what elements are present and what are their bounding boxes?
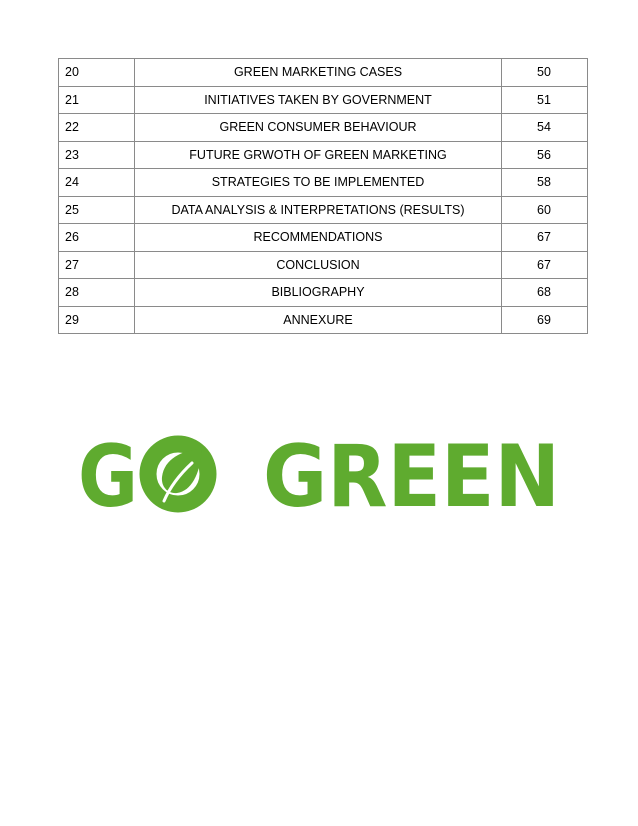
table-row: [59, 279, 588, 307]
chapter-title: CONCLUSION: [135, 251, 502, 279]
go-green-logo-graphic: [78, 435, 562, 513]
go-green-logo: [78, 435, 562, 513]
page-number: 69: [502, 306, 588, 334]
table-row: [59, 196, 588, 224]
chapter-title: STRATEGIES TO BE IMPLEMENTED: [135, 169, 502, 197]
page-number: 68: [502, 279, 588, 307]
table-row: [59, 114, 588, 142]
page-number: 58: [502, 169, 588, 197]
table-row: [59, 141, 588, 169]
page-number: 67: [502, 251, 588, 279]
chapter-number: 23: [59, 141, 135, 169]
page-number: 51: [502, 86, 588, 114]
chapter-number: 20: [59, 59, 135, 87]
page-number: 54: [502, 114, 588, 142]
chapter-number: 25: [59, 196, 135, 224]
chapter-number: 27: [59, 251, 135, 279]
chapter-number: 24: [59, 169, 135, 197]
chapter-number: 29: [59, 306, 135, 334]
page-number: 60: [502, 196, 588, 224]
logo-letter-g: G: [78, 435, 138, 513]
chapter-title: GREEN CONSUMER BEHAVIOUR: [135, 114, 502, 142]
chapter-title: INITIATIVES TAKEN BY GOVERNMENT: [135, 86, 502, 114]
table-of-contents: [58, 58, 588, 334]
table-row: [59, 169, 588, 197]
chapter-number: 28: [59, 279, 135, 307]
page-number: 56: [502, 141, 588, 169]
chapter-title: DATA ANALYSIS & INTERPRETATIONS (RESULTS): [135, 196, 502, 224]
chapter-title: RECOMMENDATIONS: [135, 224, 502, 252]
chapter-number: 21: [59, 86, 135, 114]
table-row: [59, 59, 588, 87]
page-number: 67: [502, 224, 588, 252]
table-row: [59, 86, 588, 114]
table-row: [59, 251, 588, 279]
chapter-title: FUTURE GRWOTH OF GREEN MARKETING: [135, 141, 502, 169]
chapter-title: ANNEXURE: [135, 306, 502, 334]
table-row: [59, 306, 588, 334]
logo-word-green: GREEN: [263, 435, 560, 513]
chapter-title: GREEN MARKETING CASES: [135, 59, 502, 87]
leaf-in-o-icon: [148, 444, 208, 504]
chapter-number: 26: [59, 224, 135, 252]
chapter-number: 22: [59, 114, 135, 142]
page-number: 50: [502, 59, 588, 87]
table-row: [59, 224, 588, 252]
chapter-title: BIBLIOGRAPHY: [135, 279, 502, 307]
